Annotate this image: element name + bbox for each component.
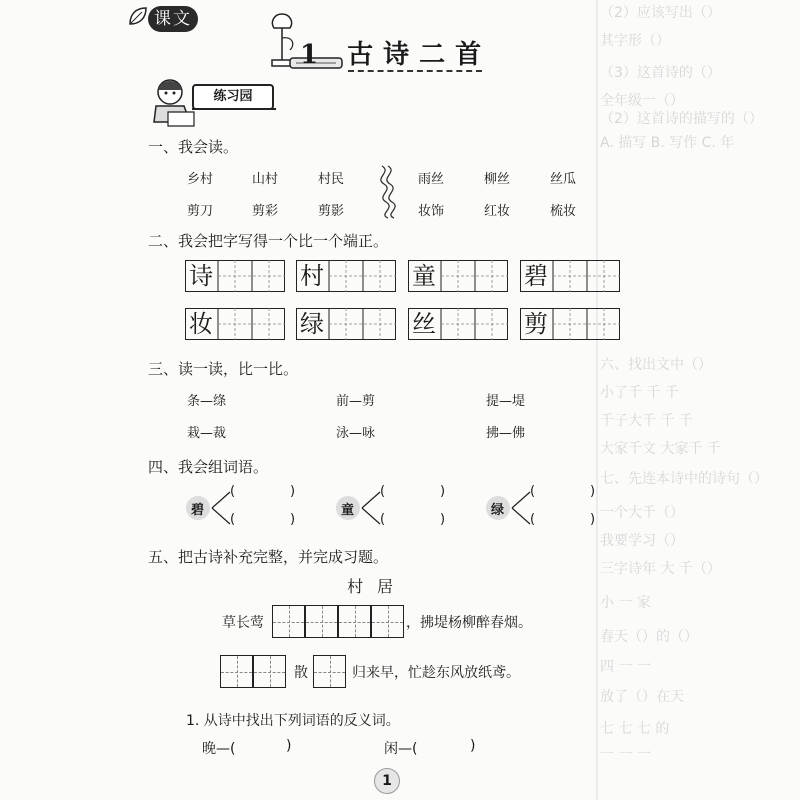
model-char: 村 bbox=[300, 262, 324, 290]
answer-square[interactable] bbox=[253, 655, 286, 688]
section-4-label: 四、我会组词语。 bbox=[148, 458, 269, 476]
answer-square[interactable] bbox=[371, 605, 404, 638]
ghost-text: 七、先连本诗中的诗句（） bbox=[600, 471, 768, 487]
poem-title: 村居 bbox=[347, 577, 408, 596]
model-char: 丝 bbox=[412, 310, 436, 338]
answer-paren[interactable]: ( bbox=[380, 484, 386, 499]
ghost-text: 四 一 一 bbox=[600, 659, 651, 675]
ghost-text: 春天（）的（） bbox=[600, 629, 698, 645]
answer-paren: ) bbox=[290, 484, 296, 499]
ghost-text: A. 描写 B. 写作 C. 年 bbox=[600, 135, 735, 151]
model-char: 童 bbox=[412, 262, 436, 290]
ghost-text: 全年级一（） bbox=[600, 93, 684, 109]
read-word: 剪影 bbox=[318, 204, 345, 219]
ghost-text: 千子大千 千 千 bbox=[600, 413, 693, 429]
compare-pair: 前—剪 bbox=[336, 394, 376, 409]
group-char: 绿 bbox=[491, 503, 505, 518]
answer-square[interactable] bbox=[313, 655, 346, 688]
question-1-prompt: 1. 从诗中找出下列词语的反义词。 bbox=[186, 713, 400, 729]
answer-paren[interactable]: ( bbox=[230, 484, 236, 499]
answer-paren[interactable]: ( bbox=[530, 512, 536, 527]
ghost-text: 一个大千（） bbox=[600, 505, 684, 521]
ghost-text: 一 一 一 bbox=[600, 747, 651, 763]
read-word: 妆饰 bbox=[418, 204, 445, 219]
read-word: 雨丝 bbox=[418, 172, 445, 187]
answer-square[interactable] bbox=[305, 605, 338, 638]
ghost-text: （2）应该写出（） bbox=[600, 5, 721, 21]
read-word: 丝瓜 bbox=[550, 172, 577, 187]
section-tag-underline bbox=[192, 108, 276, 110]
answer-square[interactable] bbox=[220, 655, 253, 688]
leaf-icon bbox=[128, 6, 148, 26]
ghost-text: 放了（）在天 bbox=[600, 689, 684, 705]
poem-line1-start: 草长莺 bbox=[222, 615, 264, 631]
model-char: 剪 bbox=[524, 310, 548, 338]
answer-paren[interactable]: ( bbox=[380, 512, 386, 527]
model-char: 绿 bbox=[300, 310, 324, 338]
ghost-text: 七 七 七 的 bbox=[600, 721, 670, 737]
wavy-divider bbox=[376, 164, 400, 220]
section-tag: 练习园 bbox=[192, 84, 274, 110]
group-char: 碧 bbox=[191, 503, 205, 518]
read-word: 剪刀 bbox=[187, 204, 214, 219]
lesson-badge: 课文 bbox=[148, 6, 198, 32]
read-word: 剪彩 bbox=[252, 204, 279, 219]
antonym-answer[interactable] bbox=[244, 738, 284, 756]
antonym-close: ) bbox=[286, 738, 292, 754]
word-branches bbox=[208, 484, 608, 530]
poem-line2-end: 归来早，忙趁东风放纸鸢。 bbox=[352, 665, 520, 681]
compare-pair: 拂—佛 bbox=[486, 426, 526, 441]
ghost-text: （2）这首诗的描写的（） bbox=[600, 111, 763, 127]
page-fold bbox=[596, 0, 598, 800]
section-5-label: 五、把古诗补充完整，并完成习题。 bbox=[148, 548, 389, 566]
read-word: 梳妆 bbox=[550, 204, 577, 219]
section-2-label: 二、我会把字写得一个比一个端正。 bbox=[148, 232, 389, 250]
ghost-text: 三字诗年 大 千（） bbox=[600, 561, 721, 577]
model-char: 碧 bbox=[524, 262, 548, 290]
answer-square[interactable] bbox=[272, 605, 305, 638]
answer-paren[interactable]: ( bbox=[530, 484, 536, 499]
ghost-text: 六、找出文中（） bbox=[600, 357, 712, 373]
answer-paren[interactable]: ( bbox=[230, 512, 236, 527]
compare-pair: 提—堤 bbox=[486, 394, 526, 409]
ghost-text: 我要学习（） bbox=[600, 533, 684, 549]
ghost-text: 小 一 家 bbox=[600, 595, 651, 611]
group-char: 童 bbox=[341, 503, 355, 518]
compare-pair: 栽—裁 bbox=[187, 426, 227, 441]
section-1-label: 一、我会读。 bbox=[148, 138, 239, 156]
answer-square[interactable] bbox=[338, 605, 371, 638]
answer-paren: ) bbox=[590, 512, 596, 527]
antonym-item: 闲—( bbox=[384, 741, 418, 757]
ghost-text: 大家千文 大家千 千 bbox=[600, 441, 721, 457]
compare-pair: 泳—咏 bbox=[336, 426, 376, 441]
read-word: 山村 bbox=[252, 172, 279, 187]
grid-dividers bbox=[185, 260, 625, 344]
ghost-text: 其字形（） bbox=[600, 33, 670, 49]
answer-paren: ) bbox=[440, 512, 446, 527]
antonym-answer[interactable] bbox=[426, 738, 466, 756]
title-underline bbox=[348, 70, 482, 72]
section-3-label: 三、读一读，比一比。 bbox=[148, 360, 299, 378]
read-word: 柳丝 bbox=[484, 172, 511, 187]
answer-paren: ) bbox=[440, 484, 446, 499]
read-word: 红妆 bbox=[484, 204, 511, 219]
page-title: 1 古诗二首 bbox=[300, 40, 492, 70]
page-number: 1 bbox=[374, 768, 400, 794]
model-char: 妆 bbox=[189, 310, 213, 338]
antonym-item: 晚—( bbox=[202, 741, 236, 757]
answer-paren: ) bbox=[590, 484, 596, 499]
read-word: 村民 bbox=[318, 172, 345, 187]
read-word: 乡村 bbox=[187, 172, 214, 187]
ghost-text: 小了千 千 千 bbox=[600, 385, 679, 401]
antonym-close: ) bbox=[470, 738, 476, 754]
model-char: 诗 bbox=[189, 262, 213, 290]
answer-paren: ) bbox=[290, 512, 296, 527]
compare-pair: 条—绦 bbox=[187, 394, 227, 409]
poem-line2-mid: 散 bbox=[294, 665, 308, 681]
poem-line1-end: ，拂堤杨柳醉春烟。 bbox=[406, 615, 532, 631]
ghost-text: （3）这首诗的（） bbox=[600, 65, 721, 81]
